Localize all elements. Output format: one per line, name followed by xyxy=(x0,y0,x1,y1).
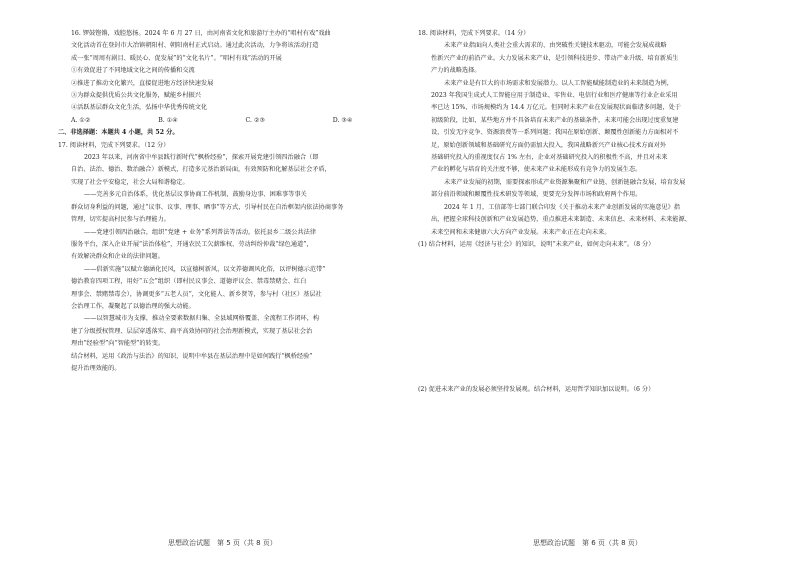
text-line: 有效解决群众和企业的法律问题。 xyxy=(71,253,164,261)
option-line: ④活跃基层群众文化生活，弘扬中华优秀传统文化 xyxy=(71,104,208,112)
text-line: ——以智慧城市为支撑，推动全要素数据归集、全县域网格覆盖、全流程工作闭环，构 xyxy=(84,315,320,323)
text-line: ——倡新实施“以赋立德涵化民风，以宣德树新风，以文养德调风化俗，以评树德示范带” xyxy=(84,265,326,273)
question-16-choices xyxy=(58,115,420,127)
footer-page-6: 思想政治试题 第 6 页（共 8 页） xyxy=(533,539,642,547)
text-line: 产业的孵化与培育的关注度不够，使未来产业未能形成有竞争力的发展生态。 xyxy=(431,166,642,174)
question-17-prompt xyxy=(58,351,420,376)
text-line: ——党建引领四治融合，组织“党建 + 业务”系列普法等活动，依托县乡二级公共法律 xyxy=(84,228,317,236)
text-line: 德治教育四项工程，用好“五会”组织（即村民议事会、道德评议会、禁毒禁赌会、红白 xyxy=(71,278,307,286)
text-line: 出，把握全球科技创新和产业发展趋势，重点推进未来制造、未来信息、未来材料、未来能源、 xyxy=(431,216,691,224)
choice: B. ①④ xyxy=(158,116,178,124)
option-line: ①有效促进了不同地域文化之间的传播和交流 xyxy=(71,67,195,75)
text-line: 实现了社会平安稳定，社会大局和谐稳定。 xyxy=(71,178,189,186)
text-line: 结合材料，运用《政治与法治》的知识，说明中牟县在基层治理中是如何践行“枫桥经验” xyxy=(71,352,313,360)
left-page xyxy=(58,28,420,528)
choice: C. ②③ xyxy=(245,116,266,124)
text-line: 理事会、禁赌禁毒会），协调更多“五老人员”，文化能人、新乡贤等，参与村（社区）基层社 xyxy=(71,290,322,298)
text-line: 提升治理效能的。 xyxy=(71,364,121,372)
text-line: 2024 年 1 月，工信部等七部门联合印发《关于推动未来产业创新发展的实施意见》指 xyxy=(444,203,680,211)
choice: A. ①② xyxy=(71,116,91,124)
text-line: 初级阶段，比如，某些地方并不具备培育未来产业的基础条件，未来可能会出现过度重复建 xyxy=(431,116,679,124)
text-line: 文化活动首在登封市大冶镇朝阳村、朝阳南村正式启动。通过此次活动，力争将该活动打造 xyxy=(71,42,319,50)
question-18-material xyxy=(418,40,780,201)
text-line: 未来产业是有巨大的市场需求和发展潜力。以人工智能赋能制造业的未来制造为例， xyxy=(444,79,673,87)
text-line: 自治、法治、德治、数治融合）新模式，打造多元基治新局面，有效预防和化解基层社会矛盾， xyxy=(71,166,331,174)
text-line: ——完善多元自治体系，优化基层议事协商工作机制，鼓励身边事、困难事等事关 xyxy=(84,191,307,199)
text-line: 产力的战略选择。 xyxy=(431,67,481,75)
question-18-sub2: (2) 促进未来产业的发展必须坚持发展观。结合材料，运用哲学知识加以说明。（6 分） xyxy=(418,386,655,394)
section-title: 二、非选择题：本题共 4 小题，共 52 分。 xyxy=(58,129,179,137)
option-line: ③为群众提供优质公共文化服务，赋能乡村振兴 xyxy=(71,92,201,100)
text-line: 2023 年我国生成式人工智能应用于制造业、零售业、电信行业和医疗健康等行业企业采用 xyxy=(431,92,678,100)
text-line: 足，原始创新领域和基础研究方面仍需加大投入，我国战略新兴产业核心技术方面对外 xyxy=(431,141,667,149)
question-17-title: 17. 阅读材料，完成下列要求。（12 分） xyxy=(58,141,170,149)
question-16 xyxy=(58,28,420,115)
text-line: 服务平台，深入企业开展“法治体检”，开通农民工欠薪维权、劳动纠纷仲裁“绿色通道”， xyxy=(71,240,313,248)
text-line: 建了分级授权管理、层层穿透落实、扁平高效协同的社会治理新模式，实现了基层社会治 xyxy=(71,327,313,335)
text-line: 未来空间和未来健康六大方向产业发展。未来产业正在走向未来。 xyxy=(431,228,611,236)
footer-page-5: 思想政治试题 第 5 页（共 8 页） xyxy=(168,539,277,547)
text-line: 性新兴产业的前沿产业。大力发展未来产业，是引领科技进步、带动产业升级、培育新质生 xyxy=(431,54,679,62)
text-line: 率已达 15%，市场规模约为 14.4 万亿元。但同时未来产业在发展现状面临诸多问题，处于 xyxy=(431,104,681,112)
text-line: 未来产业指面向人类社会重大需求的、由突破性关键技术驱动，可能会发展成战略 xyxy=(444,42,667,50)
question-18-policy xyxy=(418,202,780,239)
text-line: 未来产业发展的初期，需要探索形成产业资源集聚和产业链、创新链融合发展，培育发展 xyxy=(444,178,686,186)
text-line: 成一张“周周有剧目、暖民心、促发展”的“文化名片”。“唱村有戏”活动的开展 xyxy=(71,54,282,62)
text-line: 2023 年以来，河南省中牟县践行新时代“枫桥经验”，探索开展党建引领四治融合（即 xyxy=(84,154,319,162)
text-line: 会治理工作，凝聚起了以德治理的强大动能。 xyxy=(71,302,195,310)
question-18-sub1: (1) 结合材料，运用《经济与社会》的知识，说明“未来产业，如何走向未来”。（8 分） xyxy=(418,240,655,248)
choice: D. ③④ xyxy=(332,116,353,124)
text-line: 设，引发无序竞争、资源浪费等一系列问题；我国在原始创新、颠覆性创新能力方面相对不 xyxy=(431,129,679,137)
right-page xyxy=(418,28,780,528)
text-line: 群众切身利益的问题，通过“议事、议事、理事、晒事”等方式，引导村民在自治框架内依法协商事务 xyxy=(71,203,344,211)
text-line: 部分前沿领域和颠覆性技术研发等领域，更要充分发挥市场和政府两个作用。 xyxy=(431,191,642,199)
answer-space-1 xyxy=(418,251,780,384)
option-line: ②推进了推动文化繁兴，直接促进地方经济快速发展 xyxy=(71,79,214,87)
text-line: 管理，切实提高村民参与治理能力。 xyxy=(71,216,170,224)
question-18-title: 18. 阅读材料，完成下列要求。（14 分） xyxy=(418,30,530,37)
question-17-material xyxy=(58,152,420,351)
text-line: 理由“经验型”向“智能型”的转变。 xyxy=(71,340,165,348)
text-line: 基础研究投入的重视度仅占 1% 左右，企业对基础研究投入的积极性不高，并且对未来 xyxy=(431,154,668,162)
text-line: 16. 锣鼓铿锵，戏腔悠扬。2024 年 6 月 27 日，由河南省文化和旅游厅主办的“唱村有戏”戏曲 xyxy=(71,30,331,37)
